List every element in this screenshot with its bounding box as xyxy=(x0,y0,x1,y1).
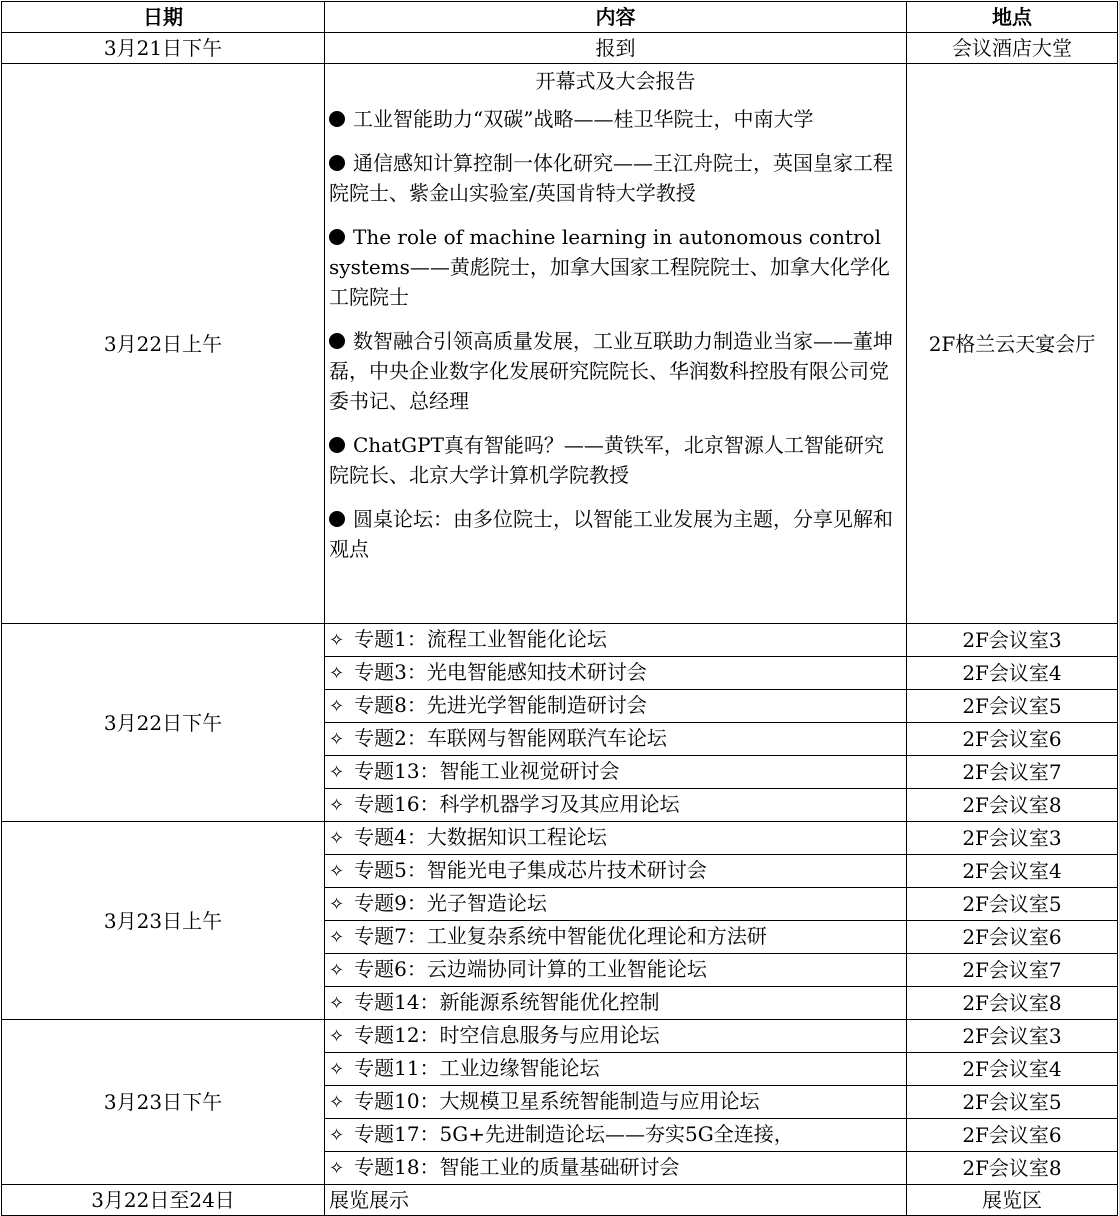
four-point-star-icon: ✧ xyxy=(329,927,345,948)
four-point-star-icon: ✧ xyxy=(329,828,345,849)
four-point-star-icon: ✧ xyxy=(329,795,345,816)
session-row xyxy=(2,624,1118,657)
exhibition-row xyxy=(2,1185,1118,1216)
four-point-star-icon: ✧ xyxy=(329,696,345,717)
session-content xyxy=(325,789,907,822)
schedule-table xyxy=(1,1,1118,1216)
session-title: 专题8：先进光学智能制造研讨会 xyxy=(354,693,647,717)
session-content xyxy=(325,921,907,954)
session-content xyxy=(325,756,907,789)
session-content xyxy=(325,954,907,987)
four-point-star-icon: ✧ xyxy=(329,861,345,882)
talk-text: 工业智能助力“双碳”战略——桂卫华院士，中南大学 xyxy=(353,107,814,131)
session-content xyxy=(325,822,907,855)
session-location: 2F会议室3 xyxy=(907,822,1118,855)
session-content xyxy=(325,1020,907,1053)
exhibition-date: 3月22日至24日 xyxy=(2,1185,325,1216)
session-title: 专题18：智能工业的质量基础研讨会 xyxy=(354,1155,680,1179)
session-content xyxy=(325,1086,907,1119)
session-content xyxy=(325,624,907,657)
talk-item xyxy=(329,222,902,312)
exhibition-location: 展览区 xyxy=(907,1185,1118,1216)
filled-circle-icon xyxy=(329,229,345,245)
session-location: 2F会议室6 xyxy=(907,921,1118,954)
opening-date: 3月22日上午 xyxy=(2,64,325,624)
filled-circle-icon xyxy=(329,111,345,127)
session-location: 2F会议室8 xyxy=(907,789,1118,822)
registration-content: 报到 xyxy=(325,33,907,64)
session-content xyxy=(325,855,907,888)
header-row xyxy=(2,2,1118,33)
session-location: 2F会议室4 xyxy=(907,657,1118,690)
session-block-date: 3月23日上午 xyxy=(2,822,325,1020)
session-title: 专题6：云边端协同计算的工业智能论坛 xyxy=(354,957,707,981)
session-title: 专题2：车联网与智能网联汽车论坛 xyxy=(354,726,667,750)
session-block-date: 3月22日下午 xyxy=(2,624,325,822)
session-location: 2F会议室6 xyxy=(907,723,1118,756)
talk-text: 通信感知计算控制一体化研究——王江舟院士，英国皇家工程院院士、紫金山实验室/英国肯特大学教授 xyxy=(329,151,893,205)
registration-location: 会议酒店大堂 xyxy=(907,33,1118,64)
session-content xyxy=(325,723,907,756)
opening-location: 2F格兰云天宴会厅 xyxy=(907,64,1118,624)
four-point-star-icon: ✧ xyxy=(329,993,345,1014)
talk-item xyxy=(329,148,902,208)
session-location: 2F会议室7 xyxy=(907,954,1118,987)
talk-item xyxy=(329,504,902,564)
session-content xyxy=(325,1119,907,1152)
talk-item xyxy=(329,326,902,416)
four-point-star-icon: ✧ xyxy=(329,1026,345,1047)
session-block-date: 3月23日下午 xyxy=(2,1020,325,1185)
four-point-star-icon: ✧ xyxy=(329,663,345,684)
talk-text: ChatGPT真有智能吗？——黄铁军，北京智源人工智能研究院院长、北京大学计算机学院教授 xyxy=(329,433,884,487)
filled-circle-icon xyxy=(329,333,345,349)
filled-circle-icon xyxy=(329,437,345,453)
session-location: 2F会议室3 xyxy=(907,624,1118,657)
session-title: 专题10：大规模卫星系统智能制造与应用论坛 xyxy=(354,1089,760,1113)
session-title: 专题16：科学机器学习及其应用论坛 xyxy=(354,792,680,816)
session-title: 专题1：流程工业智能化论坛 xyxy=(354,627,607,651)
four-point-star-icon: ✧ xyxy=(329,1125,345,1146)
session-row xyxy=(2,822,1118,855)
four-point-star-icon: ✧ xyxy=(329,894,345,915)
talk-text: 圆桌论坛：由多位院士，以智能工业发展为主题，分享见解和观点 xyxy=(329,507,893,561)
session-content xyxy=(325,657,907,690)
session-title: 专题12：时空信息服务与应用论坛 xyxy=(354,1023,660,1047)
session-location: 2F会议室4 xyxy=(907,855,1118,888)
session-content xyxy=(325,987,907,1020)
session-title: 专题14：新能源系统智能优化控制 xyxy=(354,990,660,1014)
opening-title: 开幕式及大会报告 xyxy=(535,69,696,93)
filled-circle-icon xyxy=(329,155,345,171)
talk-item xyxy=(329,430,902,490)
session-location: 2F会议室8 xyxy=(907,1152,1118,1185)
talk-text: 数智融合引领高质量发展，工业互联助力制造业当家——董坤磊，中央企业数字化发展研究院院长、华润数科控股有限公司党委书记、总经理 xyxy=(329,329,893,413)
talk-list xyxy=(329,104,902,564)
exhibition-content: 展览展示 xyxy=(325,1185,907,1216)
four-point-star-icon: ✧ xyxy=(329,1158,345,1179)
filled-circle-icon xyxy=(329,511,345,527)
session-location: 2F会议室4 xyxy=(907,1053,1118,1086)
session-location: 2F会议室5 xyxy=(907,888,1118,921)
session-row xyxy=(2,1020,1118,1053)
session-title: 专题4：大数据知识工程论坛 xyxy=(354,825,607,849)
session-title: 专题11：工业边缘智能论坛 xyxy=(354,1056,600,1080)
session-title: 专题9：光子智造论坛 xyxy=(354,891,547,915)
header-date: 日期 xyxy=(2,2,325,33)
registration-row xyxy=(2,33,1118,64)
session-title: 专题13：智能工业视觉研讨会 xyxy=(354,759,620,783)
four-point-star-icon: ✧ xyxy=(329,762,345,783)
session-title: 专题3：光电智能感知技术研讨会 xyxy=(354,660,647,684)
header-location: 地点 xyxy=(907,2,1118,33)
four-point-star-icon: ✧ xyxy=(329,1092,345,1113)
session-content xyxy=(325,888,907,921)
session-location: 2F会议室6 xyxy=(907,1119,1118,1152)
session-title: 专题17：5G+先进制造论坛——夯实5G全连接， xyxy=(354,1122,794,1146)
session-title: 专题5：智能光电子集成芯片技术研讨会 xyxy=(354,858,707,882)
four-point-star-icon: ✧ xyxy=(329,960,345,981)
session-content xyxy=(325,1152,907,1185)
session-title: 专题7：工业复杂系统中智能优化理论和方法研 xyxy=(354,924,767,948)
session-location: 2F会议室5 xyxy=(907,1086,1118,1119)
session-location: 2F会议室8 xyxy=(907,987,1118,1020)
session-content xyxy=(325,1053,907,1086)
four-point-star-icon: ✧ xyxy=(329,729,345,750)
session-content xyxy=(325,690,907,723)
header-content: 内容 xyxy=(325,2,907,33)
session-location: 2F会议室7 xyxy=(907,756,1118,789)
four-point-star-icon: ✧ xyxy=(329,1059,345,1080)
opening-row xyxy=(2,64,1118,624)
opening-content xyxy=(325,64,907,624)
four-point-star-icon: ✧ xyxy=(329,630,345,651)
talk-text: The role of machine learning in autonomous control systems——黄彪院士，加拿大国家工程院院士、加拿大化学化工院院士 xyxy=(329,225,890,309)
registration-date: 3月21日下午 xyxy=(2,33,325,64)
session-location: 2F会议室5 xyxy=(907,690,1118,723)
session-location: 2F会议室3 xyxy=(907,1020,1118,1053)
talk-item xyxy=(329,104,902,134)
